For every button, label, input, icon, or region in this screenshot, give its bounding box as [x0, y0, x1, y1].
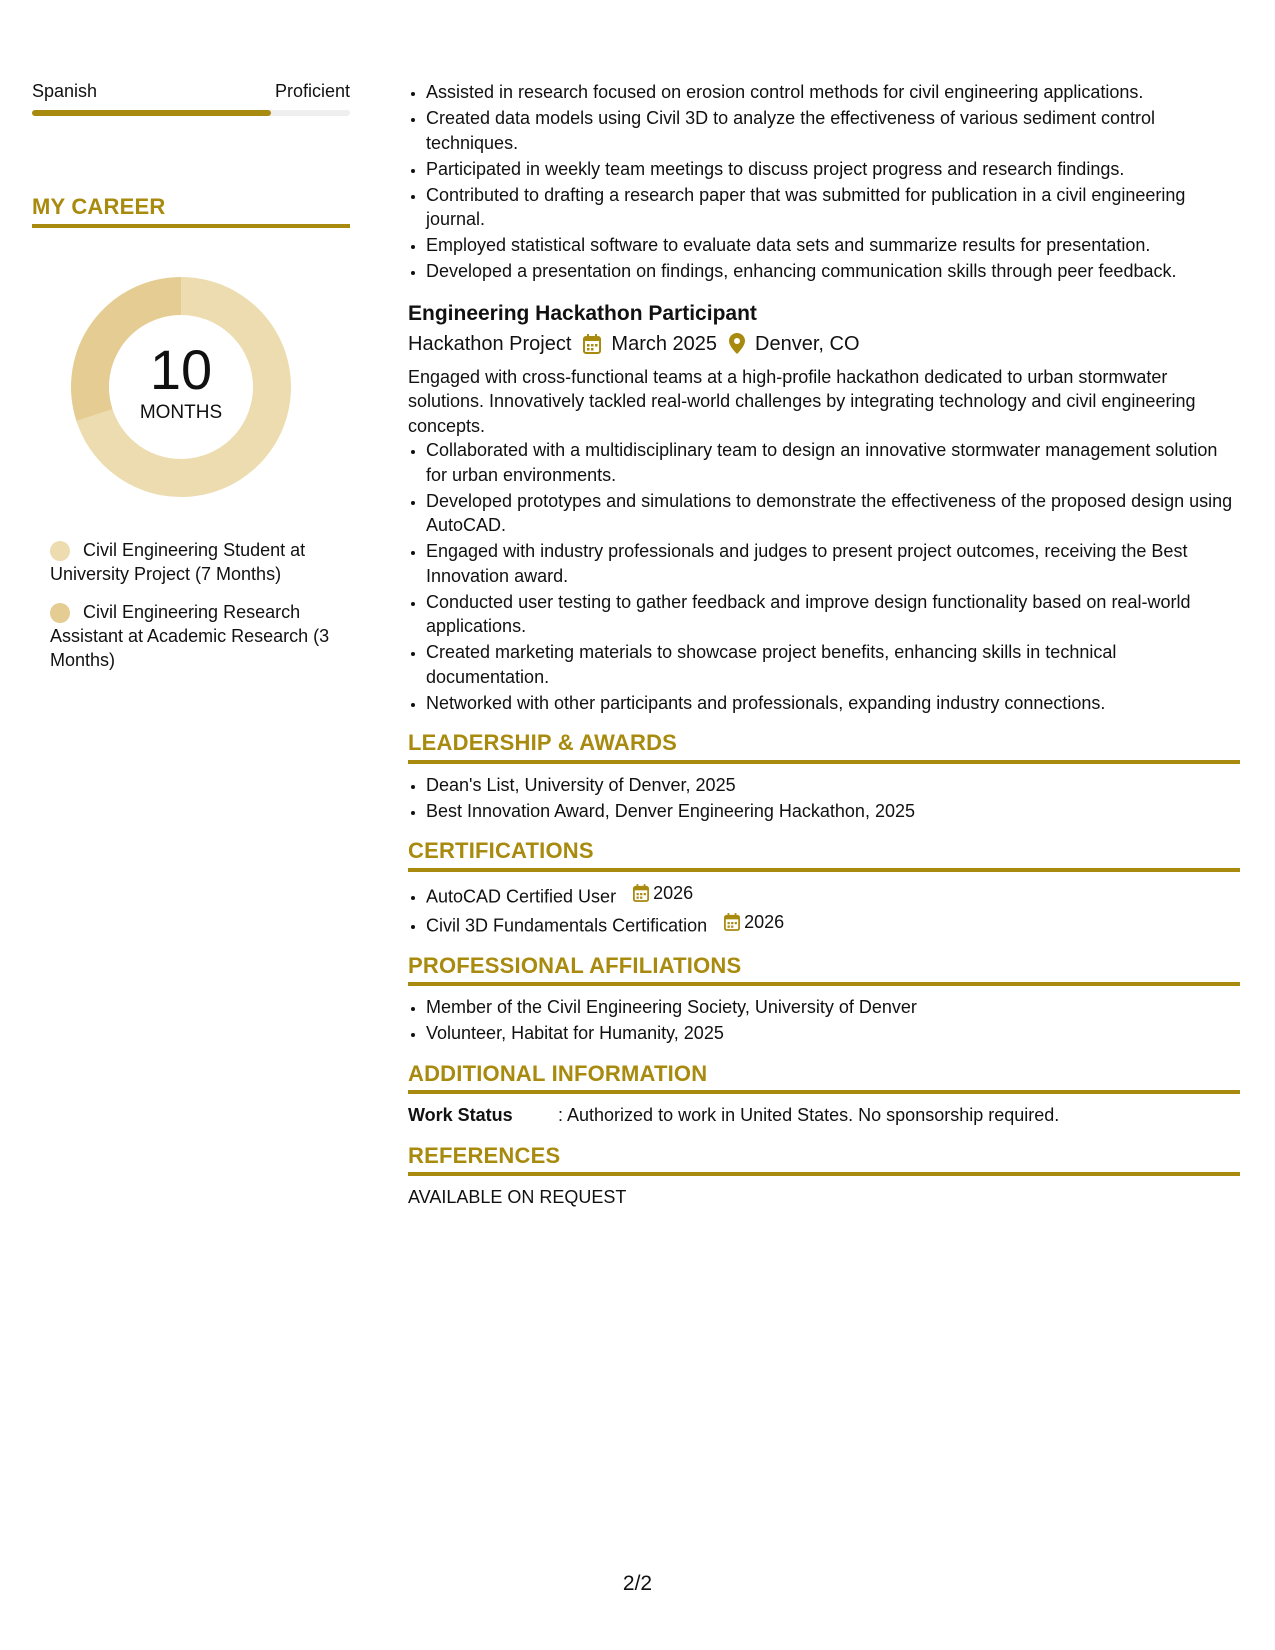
- career-total-value: 10: [149, 338, 213, 401]
- work-status-value: : Authorized to work in United States. No sponsorship required.: [558, 1105, 1060, 1125]
- list-item: • Dean's List, University of Denver, 2025: [426, 773, 1240, 798]
- certification-name: AutoCAD Certified User: [426, 885, 617, 906]
- list-item: • Contributed to drafting a research paper that was submitted for publication in a civil engineering journal.: [426, 183, 1240, 232]
- legend-label: Civil Engineering Student at University Project (7 Months): [50, 540, 306, 584]
- list-item: • Assisted in research focused on erosion control methods for civil engineering applications.: [426, 80, 1240, 105]
- language-proficiency-fill: [32, 110, 271, 116]
- additional-info-section-title: ADDITIONAL INFORMATION: [408, 1062, 1240, 1095]
- career-section-title: MY CAREER: [32, 194, 350, 228]
- job-description: Engaged with cross-functional teams at a high-profile hackathon dedicated to urban stormwater solutions. Innovatively tackled real-world challenges by integrating technology and civil engineering concepts.: [408, 366, 1196, 436]
- references-text: AVAILABLE ON REQUEST: [408, 1187, 627, 1207]
- job-location: Denver, CO: [755, 332, 860, 355]
- job-title: Engineering Hackathon Participant: [408, 301, 757, 325]
- list-item: • Created data models using Civil 3D to analyze the effectiveness of various sediment control techniques.: [426, 106, 1240, 155]
- work-status-row: [408, 1103, 1240, 1128]
- certifications-section-title: CERTIFICATIONS: [408, 839, 1240, 872]
- language-proficiency-bar: [32, 110, 350, 116]
- list-item: • Member of the Civil Engineering Society, University of Denver: [426, 995, 1240, 1020]
- list-item: • Engaged with industry professionals and judges to present project outcomes, receiving the Best Innovation award.: [426, 539, 1240, 588]
- list-item: • Networked with other participants and professionals, expanding industry connections.: [426, 691, 1240, 716]
- page-number: 2/2: [622, 1572, 653, 1595]
- leadership-list: [408, 773, 1240, 824]
- language-level: Proficient: [274, 81, 350, 101]
- career-donut-chart: [66, 272, 296, 502]
- list-item: [426, 881, 1240, 909]
- calendar-icon: [724, 913, 740, 931]
- certification-year-group: [633, 881, 693, 906]
- list-item: • Volunteer, Habitat for Humanity, 2025: [426, 1021, 1240, 1046]
- main-content: [408, 80, 1240, 1210]
- calendar-icon: [633, 884, 649, 902]
- legend-label: Civil Engineering Research Assistant at Academic Research (3 Months): [50, 602, 330, 670]
- references-section-title: REFERENCES: [408, 1144, 1240, 1177]
- certification-year-group: [724, 910, 784, 935]
- language-name: Spanish: [32, 81, 98, 101]
- language-skill: [32, 80, 350, 116]
- list-item: • Created marketing materials to showcase project benefits, enhancing skills in technical documentation.: [426, 640, 1240, 689]
- career-total-unit: MONTHS: [139, 402, 223, 423]
- list-item: • Participated in weekly team meetings to discuss project progress and research findings.: [426, 157, 1240, 182]
- job-organization: Hackathon Project: [408, 332, 572, 355]
- job-meta: [408, 330, 1240, 358]
- leadership-section-title: LEADERSHIP & AWARDS: [408, 731, 1240, 764]
- hackathon-bullet-list: [408, 438, 1240, 715]
- career-legend: [32, 538, 350, 672]
- career-legend-item: [50, 600, 350, 672]
- legend-dot: [50, 541, 70, 561]
- certification-year: 2026: [653, 882, 694, 903]
- list-item: • Developed prototypes and simulations to demonstrate the effectiveness of the proposed design using AutoCAD.: [426, 489, 1240, 538]
- certification-name: Civil 3D Fundamentals Certification: [426, 915, 708, 935]
- list-item: • Conducted user testing to gather feedback and improve design functionality based on real-world applications.: [426, 590, 1240, 639]
- list-item: • Employed statistical software to evaluate data sets and summarize results for presentation.: [426, 233, 1240, 258]
- list-item: • Developed a presentation on findings, enhancing communication skills through peer feedback.: [426, 259, 1240, 284]
- certifications-list: [408, 881, 1240, 938]
- sidebar: [32, 80, 350, 686]
- affiliations-section-title: PROFESSIONAL AFFILIATIONS: [408, 954, 1240, 987]
- legend-dot: [50, 603, 70, 623]
- list-item: • Best Innovation Award, Denver Engineering Hackathon, 2025: [426, 799, 1240, 824]
- list-item: • Collaborated with a multidisciplinary team to design an innovative stormwater management solution for urban environments.: [426, 438, 1240, 487]
- certification-year: 2026: [744, 911, 785, 932]
- career-legend-item: [50, 538, 350, 586]
- list-item: [426, 910, 1240, 938]
- job-date: March 2025: [611, 332, 718, 355]
- affiliations-list: [408, 995, 1240, 1046]
- location-pin-icon: [729, 333, 745, 354]
- research-bullet-list: [408, 80, 1240, 284]
- calendar-icon: [583, 334, 601, 354]
- work-status-label: Work Status: [408, 1105, 513, 1125]
